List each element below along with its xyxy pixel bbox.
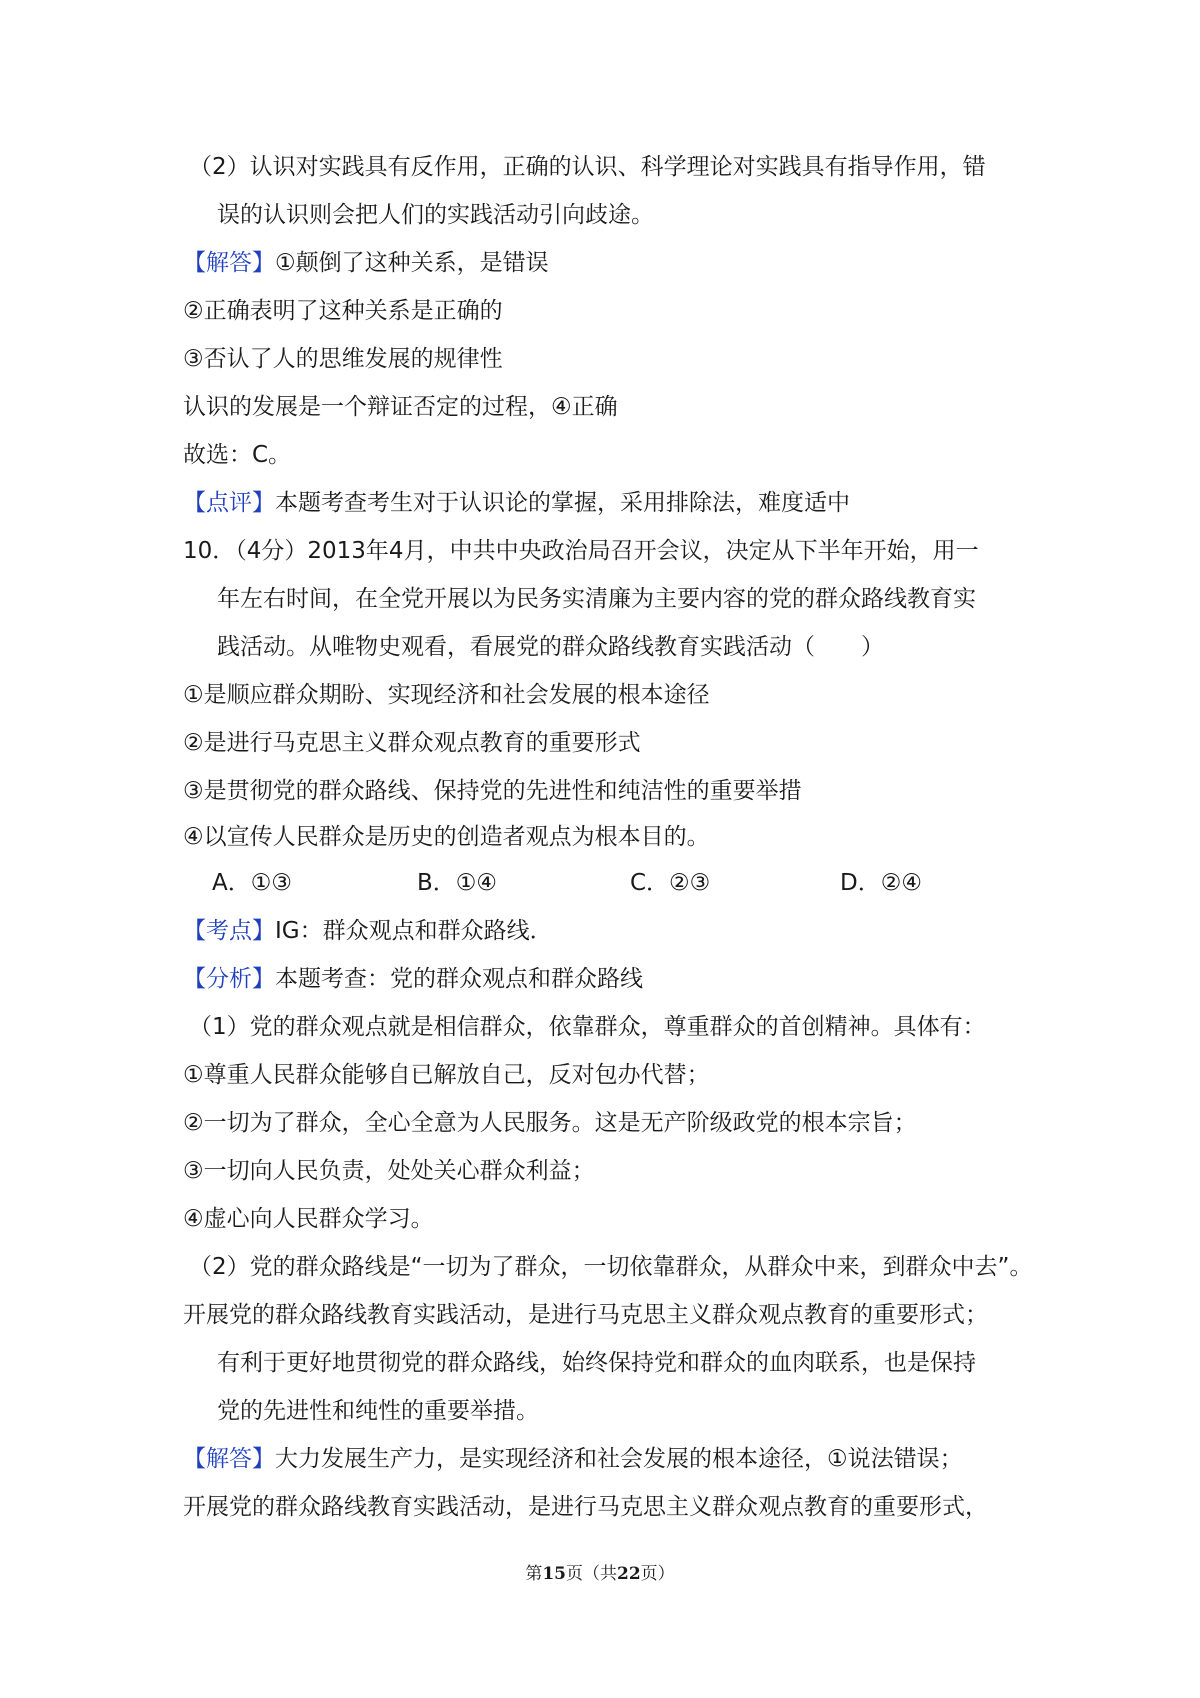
footer-total-pages: 22 xyxy=(617,1564,641,1584)
answer-line xyxy=(183,1444,963,1474)
text-line: ②正确表明了这种关系是正确的 xyxy=(183,298,503,324)
text-line: （1）党的群众观点就是相信群众，依靠群众，尊重群众的首创精神。具体有： xyxy=(189,1014,986,1040)
text-line: ③否认了人的思维发展的规律性 xyxy=(183,346,503,372)
footer-current-page: 15 xyxy=(542,1564,566,1584)
knowledge-point-line xyxy=(183,916,553,946)
footer-suffix: 页） xyxy=(640,1564,675,1584)
question-line: 践活动。从唯物史观看，看展党的群众路线教育实践活动（ ） xyxy=(217,634,884,660)
question-line: 10．（4分）2013年4月，中共中央政治局召开会议，决定从下半年开始，用一 xyxy=(183,538,979,564)
text-line: 党的先进性和纯性的重要举措。 xyxy=(217,1398,539,1424)
text-line: （2）党的群众路线是“一切为了群众，一切依靠群众，从群众中来，到群众中去”。 xyxy=(189,1254,1033,1280)
option-d: D．②④ xyxy=(840,870,922,896)
option-a: A．①③ xyxy=(212,870,292,896)
footer-prefix: 第 xyxy=(525,1564,543,1584)
question-line: 年左右时间，在全党开展以为民务实清廉为主要内容的党的群众路线教育实 xyxy=(217,586,976,612)
analysis-text: 本题考查：党的群众观点和群众路线 xyxy=(275,966,643,992)
text-line: 有利于更好地贯彻党的群众路线，始终保持党和群众的血肉联系，也是保持 xyxy=(217,1350,976,1376)
analysis-tag: 【分析】 xyxy=(183,966,275,992)
statement-item: ④以宣传人民群众是历史的创造者观点为根本目的。 xyxy=(183,824,710,850)
text-line: ③一切向人民负责，处处关心群众利益； xyxy=(183,1158,595,1184)
comment-line xyxy=(183,488,850,518)
text-line: ②一切为了群众，全心全意为人民服务。这是无产阶级政党的根本宗旨； xyxy=(183,1110,917,1136)
text-line: （2）认识对实践具有反作用，正确的认识、科学理论对实践具有指导作用，错 xyxy=(189,154,986,180)
knowledge-point-text: IG：群众观点和群众路线． xyxy=(275,918,553,944)
answer-tag: 【解答】 xyxy=(183,250,275,276)
option-b: B．①④ xyxy=(417,870,498,896)
footer-middle: 页（共 xyxy=(566,1564,617,1584)
text-line: 故选：C。 xyxy=(183,442,292,468)
text-line: ①尊重人民群众能够自已解放自己，反对包办代替； xyxy=(183,1062,710,1088)
answer-tag: 【解答】 xyxy=(183,1446,275,1472)
answer-options xyxy=(212,868,932,898)
text-line: 认识的发展是一个辩证否定的过程，④正确 xyxy=(183,394,618,420)
text-line: ④虚心向人民群众学习。 xyxy=(183,1206,434,1232)
text-line: 误的认识则会把人们的实践活动引向歧途。 xyxy=(217,202,654,228)
statement-item: ②是进行马克思主义群众观点教育的重要形式 xyxy=(183,730,641,756)
answer-text: ①颠倒了这种关系，是错误 xyxy=(275,250,549,276)
analysis-line xyxy=(183,964,643,994)
answer-text: 大力发展生产力，是实现经济和社会发展的根本途径，①说法错误； xyxy=(275,1446,963,1472)
statement-item: ③是贯彻党的群众路线、保持党的先进性和纯洁性的重要举措 xyxy=(183,778,802,804)
option-c: C．②③ xyxy=(630,870,711,896)
statement-item: ①是顺应群众期盼、实现经济和社会发展的根本途径 xyxy=(183,682,710,708)
page-footer xyxy=(0,1562,1200,1586)
text-line: 开展党的群众路线教育实践活动，是进行马克思主义群众观点教育的重要形式， xyxy=(183,1494,988,1520)
comment-text: 本题考查考生对于认识论的掌握，采用排除法，难度适中 xyxy=(275,490,850,516)
knowledge-point-tag: 【考点】 xyxy=(183,918,275,944)
comment-tag: 【点评】 xyxy=(183,490,275,516)
answer-line xyxy=(183,248,549,278)
text-line: 开展党的群众路线教育实践活动，是进行马克思主义群众观点教育的重要形式； xyxy=(183,1302,988,1328)
